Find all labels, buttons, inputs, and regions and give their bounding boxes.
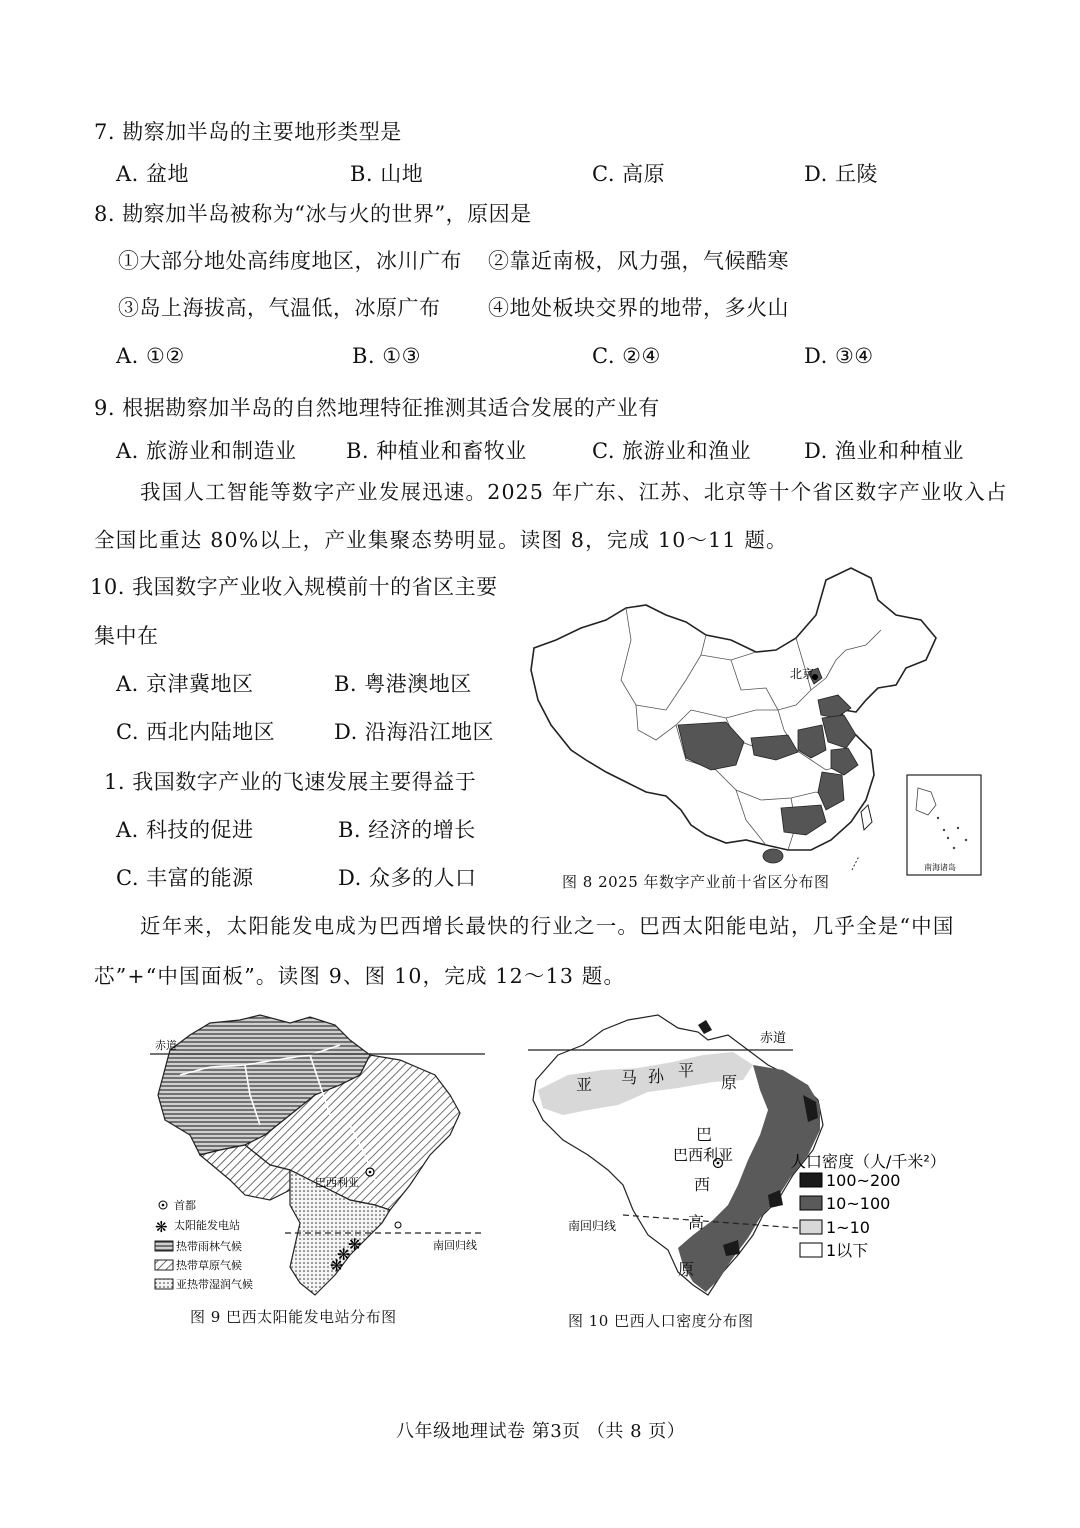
fig9-capital-label: 巴西利亚 <box>315 1176 359 1189</box>
q9-option-b: B. 种植业和畜牧业 <box>346 439 527 463</box>
svg-text:马: 马 <box>621 1068 638 1087</box>
svg-text:孙: 孙 <box>648 1067 665 1086</box>
brazil-population-map-figure <box>528 1010 998 1310</box>
q10-stem-line1: 10. 我国数字产业收入规模前十的省区主要 <box>90 575 498 599</box>
svg-text:高: 高 <box>688 1213 705 1232</box>
fig10-caption: 图 10 巴西人口密度分布图 <box>568 1312 754 1330</box>
q8-statement-3: ③岛上海拔高，气温低，冰原广布 <box>118 296 441 320</box>
q10-option-c: C. 西北内陆地区 <box>116 720 276 744</box>
legend-solar: 太阳能发电站 <box>174 1219 240 1232</box>
svg-text:平: 平 <box>678 1061 695 1080</box>
svg-text:巴: 巴 <box>696 1125 713 1144</box>
svg-text:西: 西 <box>694 1175 711 1194</box>
svg-text:原: 原 <box>678 1260 695 1279</box>
q7-option-b: B. 山地 <box>350 162 424 186</box>
intro2-line1: 近年来，太阳能发电成为巴西增长最快的行业之一。巴西太阳能电站，几乎全是“中国 <box>140 914 955 938</box>
q7-option-c: C. 高原 <box>592 162 666 186</box>
intro1-line1: 我国人工智能等数字产业发展迅速。2025 年广东、江苏、北京等十个省区数字产业收入占 <box>140 480 1008 504</box>
fig10-capital-label: 巴西利亚 <box>673 1146 734 1164</box>
fig9-equator-label: 赤道 <box>155 1039 177 1052</box>
q8-option-a: A. ①② <box>116 344 185 368</box>
fig8-caption: 图 8 2025 年数字产业前十省区分布图 <box>562 873 830 891</box>
q8-option-b: B. ①③ <box>352 344 421 368</box>
q11-option-b: B. 经济的增长 <box>338 818 476 842</box>
q7-option-a: A. 盆地 <box>116 162 190 186</box>
fig9-tropic-label: 南回归线 <box>433 1239 477 1252</box>
q9-option-c: C. 旅游业和渔业 <box>592 439 752 463</box>
fig9-legend <box>155 1198 253 1291</box>
legend-capital: 首都 <box>174 1199 196 1212</box>
solar-station-icon: ❋ <box>348 1235 362 1254</box>
fig10-equator-label: 赤道 <box>760 1031 787 1046</box>
intro1-line2: 全国比重达 80%以上，产业集聚态势明显。读图 8，完成 10～11 题。 <box>94 528 788 552</box>
fig10-legend <box>790 1152 946 1260</box>
china-map-figure <box>526 560 996 880</box>
solar-station-icon: ❋ <box>337 1245 351 1264</box>
legend-high: 100~200 <box>826 1171 901 1190</box>
q11-option-a: A. 科技的促进 <box>116 818 254 842</box>
svg-text:亚: 亚 <box>576 1075 593 1094</box>
q10-option-d: D. 沿海沿江地区 <box>334 720 494 744</box>
legend-solar-icon: ❋ <box>155 1218 168 1236</box>
q11-stem: 1. 我国数字产业的飞速发展主要得益于 <box>104 770 477 794</box>
china-outline <box>531 568 936 850</box>
fig10-tropic-label: 南回归线 <box>568 1219 617 1233</box>
q10-option-a: A. 京津冀地区 <box>116 672 254 696</box>
legend-title: 人口密度（人/千米²） <box>790 1152 946 1171</box>
q10-stem-line2: 集中在 <box>94 624 159 648</box>
q8-statement-4: ④地处板块交界的地带，多火山 <box>488 296 789 320</box>
legend-subtropical: 亚热带湿润气候 <box>176 1278 253 1291</box>
q8-statement-2: ②靠近南极，风力强，气候酷寒 <box>488 249 789 273</box>
svg-text:原: 原 <box>721 1073 738 1092</box>
q10-option-b: B. 粤港澳地区 <box>334 672 472 696</box>
q8-option-d: D. ③④ <box>804 344 874 368</box>
q7-option-d: D. 丘陵 <box>804 162 878 186</box>
fig9-caption: 图 9 巴西太阳能发电站分布图 <box>190 1308 397 1326</box>
q9-stem: 9. 根据勘察加半岛的自然地理特征推测其适合发展的产业有 <box>94 396 660 420</box>
legend-low: 1~10 <box>826 1218 870 1237</box>
q9-option-a: A. 旅游业和制造业 <box>116 439 297 463</box>
q8-stem: 8. 勘察加半岛被称为“冰与火的世界”，原因是 <box>94 202 532 226</box>
solar-station-icon: ❋ <box>330 1256 344 1275</box>
q8-statement-1: ①大部分地处高纬度地区，冰川广布 <box>118 249 462 273</box>
legend-rainforest: 热带雨林气候 <box>176 1240 242 1253</box>
legend-none: 1以下 <box>826 1241 869 1260</box>
intro2-line2: 芯”+“中国面板”。读图 9、图 10，完成 12～13 题。 <box>94 964 626 988</box>
legend-mid: 10~100 <box>826 1194 891 1213</box>
beijing-label: 北京 <box>790 667 815 681</box>
q9-option-d: D. 渔业和种植业 <box>804 439 964 463</box>
region-hainan <box>763 849 783 863</box>
page-footer: 八年级地理试卷 第3页 （共 8 页） <box>396 1421 686 1442</box>
taiwan <box>861 805 872 830</box>
q7-stem: 7. 勘察加半岛的主要地形类型是 <box>94 120 402 144</box>
inset-label: 南海诸岛 <box>924 863 956 872</box>
q8-option-c: C. ②④ <box>592 344 661 368</box>
q11-option-c: C. 丰富的能源 <box>116 866 254 890</box>
legend-savanna: 热带草原气候 <box>176 1259 242 1272</box>
brazil-solar-map-figure <box>150 1005 490 1305</box>
q11-option-d: D. 众多的人口 <box>338 866 477 890</box>
